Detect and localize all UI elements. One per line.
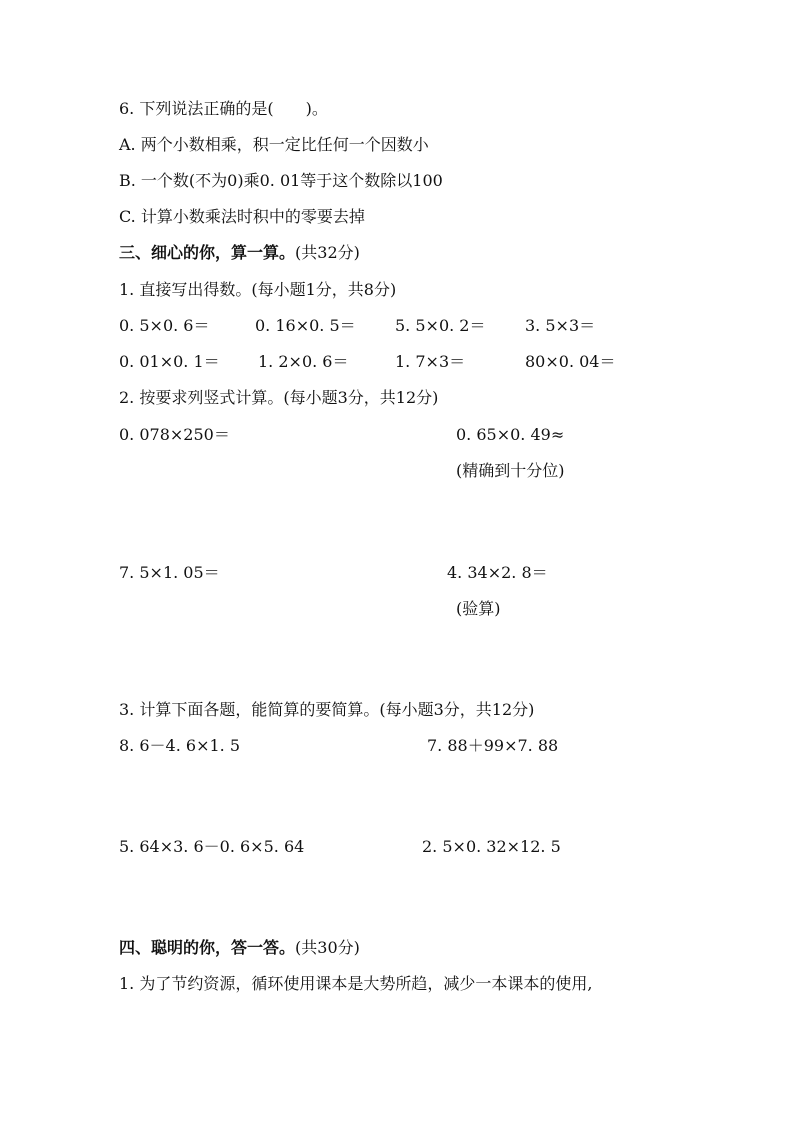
simplify-calc-b: 7. 88＋99×7. 88	[427, 736, 559, 755]
question-6-option-b: B. 一个数(不为0)乘0. 01等于这个数除以100	[119, 171, 443, 190]
vertical-calc-d: 4. 34×2. 8＝	[447, 563, 548, 582]
oral-calc-3: 5. 5×0. 2＝	[395, 316, 486, 335]
oral-calc-5: 0. 01×0. 1＝	[119, 352, 220, 371]
section-4-question-1: 1. 为了节约资源，循环使用课本是大势所趋，减少一本课本的使用,	[119, 974, 593, 993]
vertical-calc-b-note: (精确到十分位)	[456, 461, 565, 480]
part-1-title: 1. 直接写出得数。(每小题1分，共8分)	[119, 280, 397, 299]
section-3-heading	[119, 242, 360, 264]
section-3-points: (共32分)	[295, 243, 360, 262]
oral-calc-8: 80×0. 04＝	[525, 352, 616, 371]
vertical-calc-b: 0. 65×0. 49≈	[456, 425, 565, 444]
section-4-title: 四、聪明的你，答一答。	[119, 938, 296, 957]
question-6-option-c: C. 计算小数乘法时积中的零要去掉	[119, 207, 365, 226]
simplify-calc-d: 2. 5×0. 32×12. 5	[422, 837, 561, 856]
part-3-title: 3. 计算下面各题，能简算的要简算。(每小题3分，共12分)	[119, 700, 535, 719]
section-4-points: (共30分)	[295, 938, 360, 957]
oral-calc-7: 1. 7×3＝	[395, 352, 466, 371]
oral-calc-2: 0. 16×0. 5＝	[255, 316, 356, 335]
vertical-calc-d-note: (验算)	[456, 599, 501, 618]
question-6-option-a: A. 两个小数相乘，积一定比任何一个因数小	[119, 135, 429, 154]
section-4-heading	[119, 937, 360, 959]
part-2-title: 2. 按要求列竖式计算。(每小题3分，共12分)	[119, 388, 439, 407]
oral-calc-1: 0. 5×0. 6＝	[119, 316, 210, 335]
oral-calc-6: 1. 2×0. 6＝	[258, 352, 349, 371]
question-6-stem: 6. 下列说法正确的是( )。	[119, 99, 328, 118]
section-3-title: 三、细心的你，算一算。	[119, 243, 296, 262]
oral-calc-4: 3. 5×3＝	[525, 316, 596, 335]
simplify-calc-a: 8. 6－4. 6×1. 5	[119, 736, 241, 755]
simplify-calc-c: 5. 64×3. 6－0. 6×5. 64	[119, 837, 305, 856]
vertical-calc-c: 7. 5×1. 05＝	[119, 563, 220, 582]
vertical-calc-a: 0. 078×250＝	[119, 425, 230, 444]
